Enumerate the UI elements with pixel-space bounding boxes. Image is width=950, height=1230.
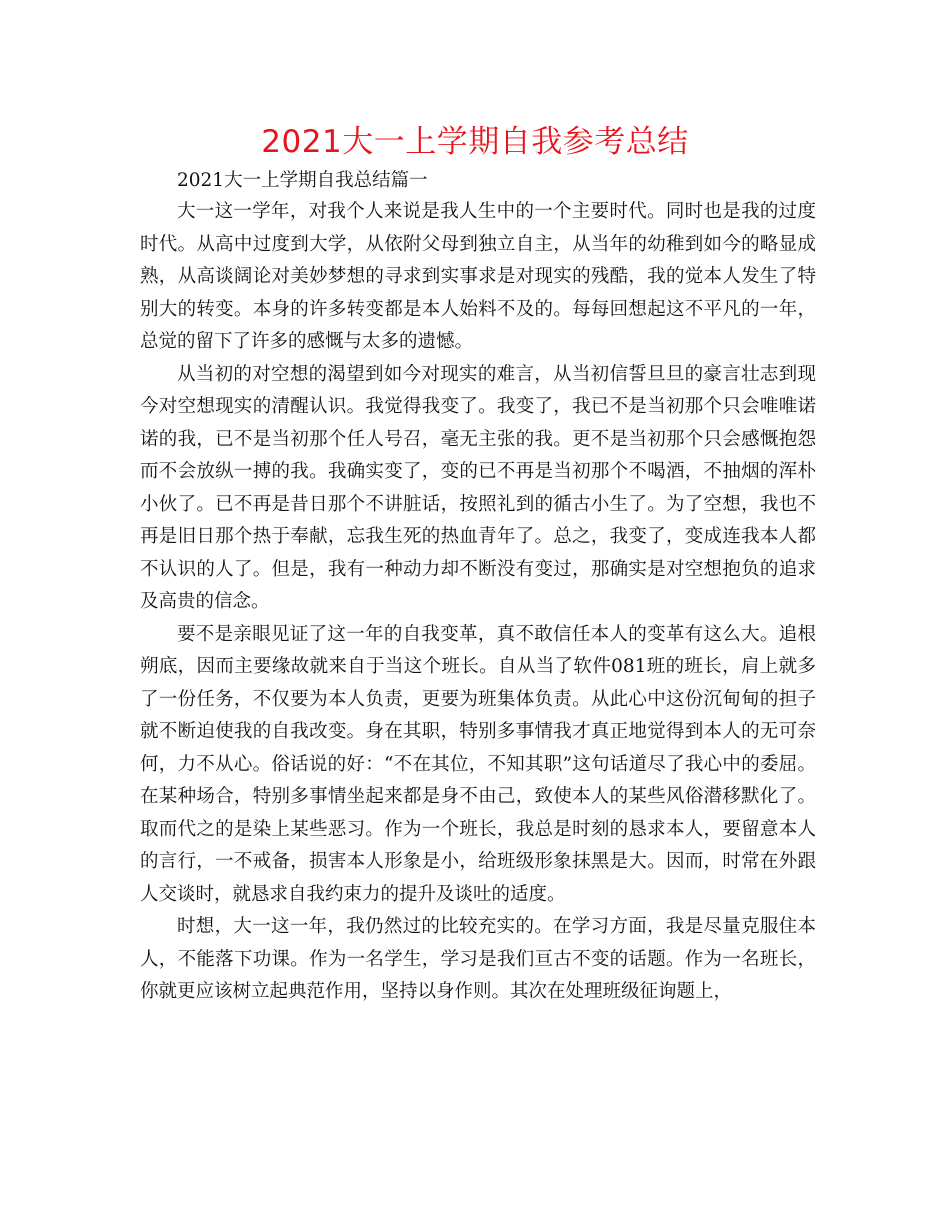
section-heading: 2021大一上学期自我总结篇一 [177,170,428,191]
document-title: 2021大一上学期自我参考总结 [261,124,689,160]
document-body [140,166,816,1009]
paragraph-1: 大一这一学年，对我个人来说是我人生中的一个主要时代。同时也是我的过度时代。从高中过度到大学，从依附父母到独立自主，从当年的幼稚到如今的略显成熟，从高谈阔论对美妙梦想的寻求到实事求是对现实的残酷，我的觉本人发生了特别大的转变。本身的许多转变都是本人始料不及的。每每回想起这不平凡的一年，总觉的留下了许多的感慨与太多的遗憾。 [140,201,816,352]
paragraph-2: 从当初的对空想的渴望到如今对现实的难言，从当初信誓旦旦的豪言壮志到现今对空想现实的清醒认识。我觉得我变了。我变了，我已不是当初那个只会唯唯诺诺的我，已不是当初那个任人号召，毫无主张的我。更不是当初那个只会感慨抱怨而不会放纵一搏的我。我确实变了，变的已不再是当初那个不喝酒，不抽烟的浑朴小伙了。已不再是昔日那个不讲脏话，按照礼到的循古小生了。为了空想，我也不再是旧日那个热于奉献，忘我生死的热血青年了。总之，我变了，变成连我本人都不认识的人了。但是，我有一种动力却不断没有变过，那确实是对空想抱负的追求及高贵的信念。 [140,363,816,612]
paragraph-4: 时想，大一这一年，我仍然过的比较充实的。在学习方面，我是尽量克服住本人，不能落下功课。作为一名学生，学习是我们亘古不变的话题。作为一名班长，你就更应该树立起典范作用，坚持以身作则。其次在处理班级征询题上， [140,916,816,1002]
paragraph-3: 要不是亲眼见证了这一年的自我变革，真不敢信任本人的变革有这么大。追根朔底，因而主要缘故就来自于当这个班长。自从当了软件081班的班长，肩上就多了一份任务，不仅要为本人负责，更要为班集体负责。从此心中这份沉甸甸的担子就不断迫使我的自我改变。身在其职，特别多事情我才真正地觉得到本人的无可奈何，力不从心。俗话说的好：“不在其位，不知其职”这句话道尽了我心中的委屈。在某种场合，特别多事情坐起来都是身不由己，致使本人的某些风俗潜移默化了。取而代之的是染上某些恶习。作为一个班长，我总是时刻的恳求本人，要留意本人的言行，一不戒备，损害本人形象是小，给班级形象抹黑是大。因而，时常在外跟人交谈时，就恳求自我约束力的提升及谈吐的适度。 [140,623,816,905]
